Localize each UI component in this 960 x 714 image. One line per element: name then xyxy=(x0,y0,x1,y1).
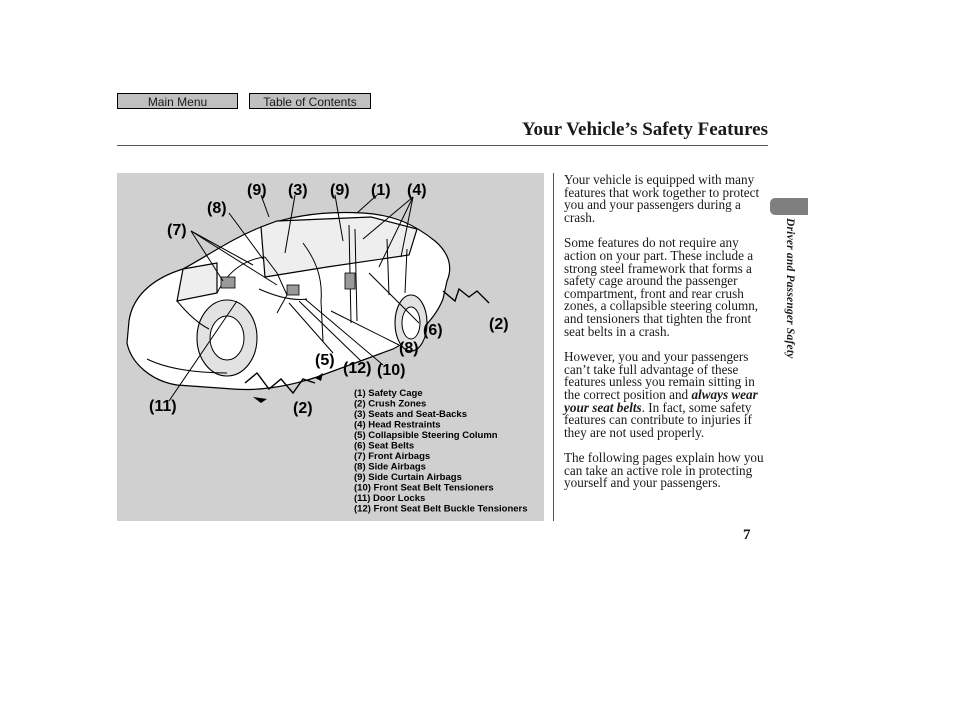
callout-label: (11) xyxy=(149,398,177,415)
seat-belt-paragraph xyxy=(564,351,774,439)
legend-item: (4) Head Restraints xyxy=(354,419,441,431)
callout-label: (1) xyxy=(371,182,391,199)
callout-label: (8) xyxy=(399,340,419,357)
callout-label: (9) xyxy=(247,182,267,199)
column-divider xyxy=(553,173,554,521)
callout-label: (12) xyxy=(343,360,372,377)
callout-label: (7) xyxy=(167,222,187,239)
legend-item: (1) Safety Cage xyxy=(354,388,423,399)
seat-belt-text-start: However, you and your passengers can’t take full advantage of these features unless you remain sitting in the correct position and xyxy=(564,349,755,402)
callout-label: (8) xyxy=(207,200,227,217)
callout-label: (3) xyxy=(288,182,308,199)
legend-item: (5) Collapsible Steering Column xyxy=(354,430,498,441)
section-label: Driver and Passenger Safety xyxy=(784,218,796,359)
table-of-contents-button[interactable]: Table of Contents xyxy=(249,93,371,109)
closing-paragraph: The following pages explain how you can take an active role in protecting yourself and your passengers. xyxy=(564,450,764,491)
car-cutaway-diagram xyxy=(117,173,544,521)
seat-belt-text-end: . In fact, some safety features can contribute to injuries if they are not used properly. xyxy=(564,399,752,440)
legend-item: (6) Seat Belts xyxy=(354,440,415,452)
callout-label: (6) xyxy=(423,322,443,339)
main-menu-button[interactable]: Main Menu xyxy=(117,93,238,109)
legend-item: (7) Front Airbags xyxy=(354,451,431,462)
legend-item: (8) Side Airbags xyxy=(354,461,426,473)
legend-item: (9) Side Curtain Airbags xyxy=(354,472,462,483)
passive-features-paragraph: Some features do not require any action on your part. These include a strong steel framework that forms a safety cage around the passenger compartment, front and rear crush zones, a collapsible steering column, and tensioners that tighten the front seat belts in a crash. xyxy=(564,235,759,339)
callout-label: (5) xyxy=(315,352,335,369)
callout-label: (10) xyxy=(377,362,406,379)
callout-label: (2) xyxy=(489,316,509,333)
title-divider xyxy=(117,145,768,146)
page-title: Your Vehicle’s Safety Features xyxy=(521,119,768,140)
legend-item: (11) Door Locks xyxy=(354,493,426,504)
legend-item: (12) Front Seat Belt Buckle Tensioners xyxy=(354,503,528,515)
legend-item: (3) Seats and Seat-Backs xyxy=(354,409,467,420)
legend-item: (2) Crush Zones xyxy=(354,398,427,410)
page-number: 7 xyxy=(743,527,751,543)
section-tab-marker xyxy=(770,198,808,215)
safety-features-illustration xyxy=(117,173,544,521)
seat-belt-emphasis: always wear your seat belts xyxy=(564,386,758,415)
callout-label: (2) xyxy=(293,400,313,417)
callout-label: (4) xyxy=(407,182,427,199)
intro-paragraph: Your vehicle is equipped with many features that work together to protect you and your passengers during a crash. xyxy=(564,172,760,225)
legend-item: (10) Front Seat Belt Tensioners xyxy=(354,482,494,494)
body-text xyxy=(564,174,774,503)
callout-label: (9) xyxy=(330,182,350,199)
